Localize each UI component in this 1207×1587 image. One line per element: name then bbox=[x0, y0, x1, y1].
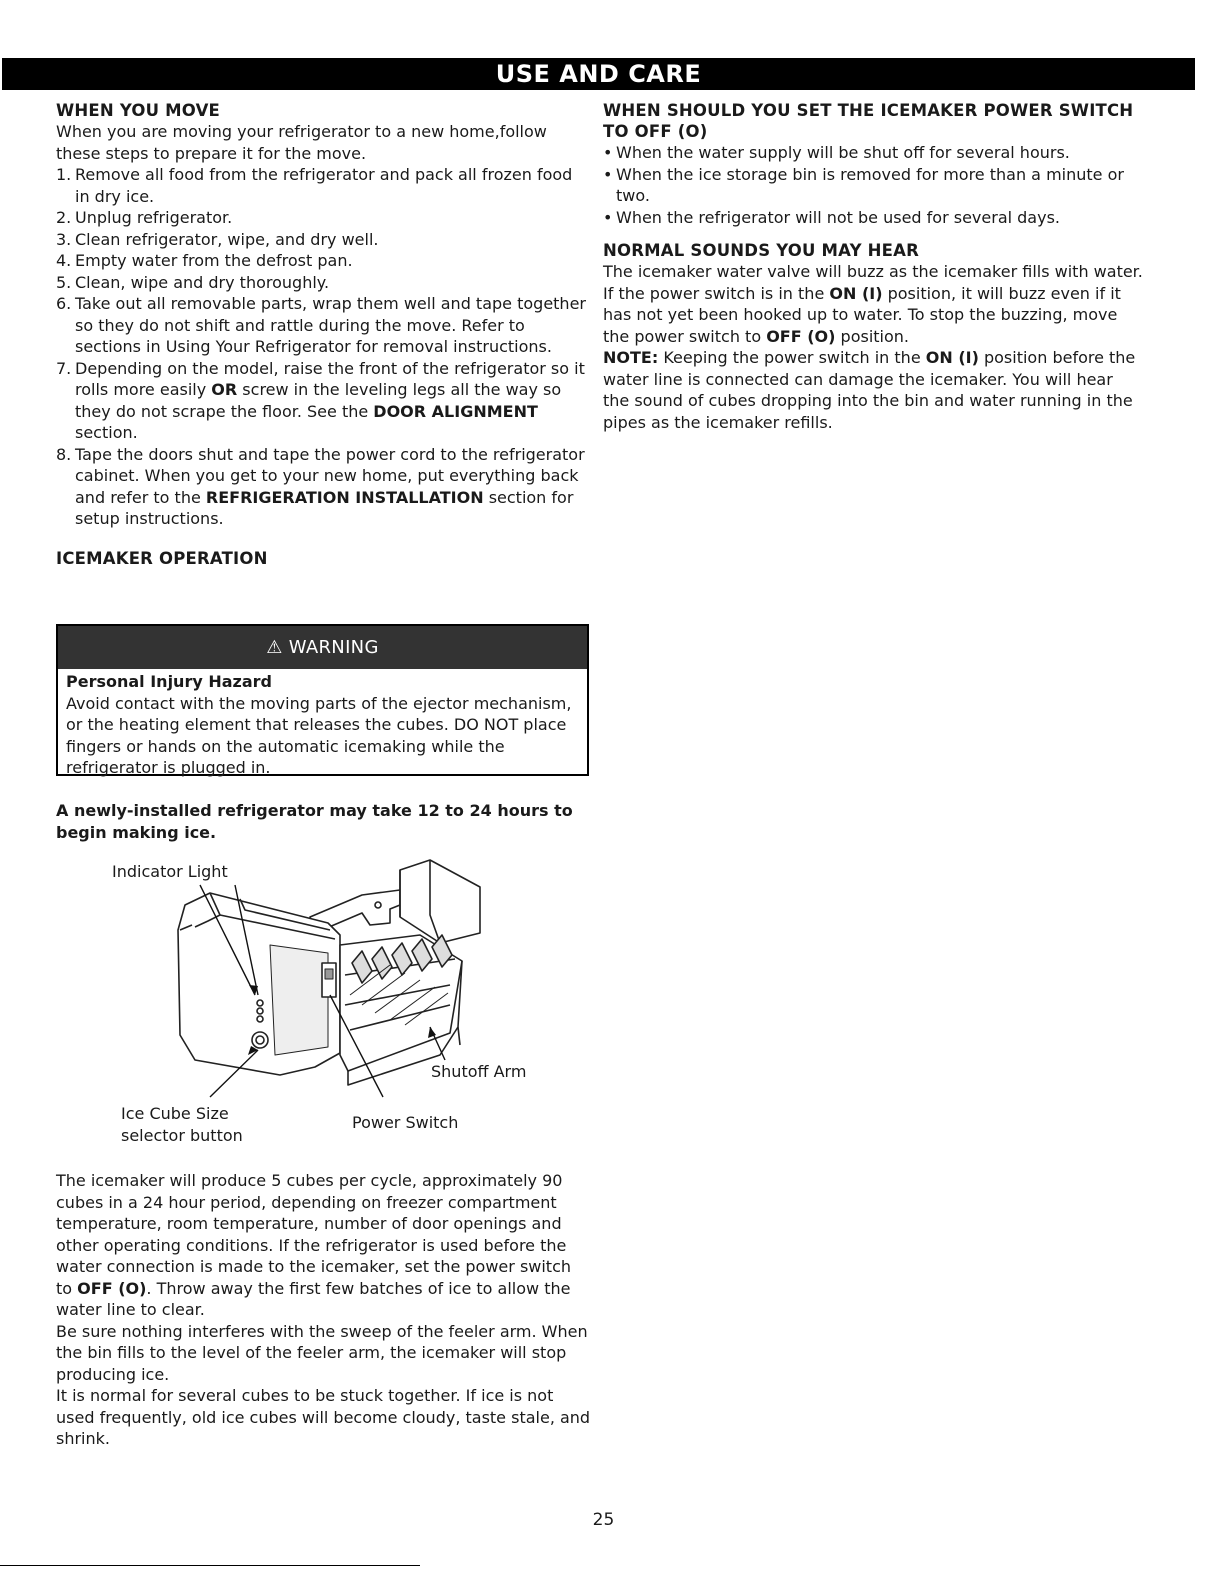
right-column bbox=[603, 100, 1143, 433]
step-text: Tape the doors shut and tape the power cord to the refrigerator cabinet. When you get to your new home, put everything back and refer to the bbox=[75, 444, 585, 507]
warning-body bbox=[58, 669, 587, 779]
step-text: Take out all removable parts, wrap them well and tape together so they do not shift and rattle during the move. Refer to sections in Using Your Refrigerator for removal instructions. bbox=[75, 294, 586, 356]
production-paragraph bbox=[56, 1170, 591, 1321]
step-text: screw in the leveling legs all the way so they do not scrape the floor. See the bbox=[75, 380, 562, 421]
stuck-cubes-paragraph: It is normal for several cubes to be stuck together. If ice is not used frequently, old ice cubes will become cloudy, taste stale, and shrink. bbox=[56, 1386, 591, 1448]
door-alignment-reference: DOOR ALIGNMENT bbox=[373, 401, 538, 421]
list-item bbox=[56, 444, 591, 530]
step-number: 7. bbox=[56, 358, 72, 378]
normal-sounds-paragraph: The icemaker water valve will buzz as the icemaker fills with water. If the power switch is in the ON (I) position, it will buzz even if it has not yet been hooked up to water. To stop the buzzing, move the power switch to OFF (O) position. bbox=[603, 262, 1143, 346]
ice-cube-size-label: Ice Cube Size bbox=[121, 1104, 229, 1123]
list-item bbox=[56, 272, 591, 294]
feeler-arm-paragraph: Be sure nothing interferes with the sweep of the feeler arm. When the bin fills to the level of the feeler arm, the icemaker will stop producing ice. bbox=[56, 1321, 588, 1384]
list-item bbox=[56, 164, 591, 207]
move-steps-list bbox=[56, 164, 591, 530]
step-number: 6. bbox=[56, 294, 72, 313]
newly-installed-note bbox=[56, 800, 576, 843]
list-item bbox=[56, 358, 591, 444]
step-text: section. bbox=[75, 423, 138, 442]
when-you-move-heading: WHEN YOU MOVE bbox=[56, 101, 221, 120]
power-switch-off-heading: WHEN SHOULD YOU SET THE ICEMAKER POWER SWITCH TO OFF (O) bbox=[603, 101, 1134, 141]
off-emphasis: OFF (O) bbox=[766, 326, 836, 346]
warning-text: Avoid contact with the moving parts of the ejector mechanism, or the heating element that releases the cubes. DO NOT place fingers or hands on the automatic icemaking while the refrigerator is plugged in. bbox=[66, 693, 572, 777]
hazard-title: Personal Injury Hazard bbox=[66, 672, 272, 691]
on-emphasis: ON (I) bbox=[829, 283, 883, 303]
refrigeration-installation-reference: REFRIGERATION INSTALLATION bbox=[205, 487, 484, 507]
step-number: 3. bbox=[56, 229, 72, 249]
normal-sounds-note: NOTE: Keeping the power switch in the ON (I) position before the water line is connected can damage the icemaker. You will hear the sound of cubes dropping into the bin and water running in the pipes as the icemaker refills. bbox=[603, 348, 1136, 432]
step-text: Unplug refrigerator. bbox=[75, 208, 233, 227]
list-item bbox=[56, 293, 591, 358]
step-text: section for setup instructions. bbox=[75, 487, 574, 528]
warning-triangle-icon: ⚠ bbox=[266, 637, 283, 658]
newly-installed-text: A newly-installed refrigerator may take 12 to 24 hours to begin making ice. bbox=[56, 801, 573, 842]
power-switch-off-list bbox=[603, 142, 1143, 228]
step-number: 8. bbox=[56, 444, 72, 464]
list-item: • When the ice storage bin is removed for more than a minute or two. bbox=[603, 164, 1143, 207]
note-label: NOTE: bbox=[603, 348, 659, 367]
section-header: USE AND CARE bbox=[2, 58, 1195, 90]
list-item bbox=[56, 250, 591, 272]
step-text: Depending on the model, raise the front of the refrigerator so it rolls more easily bbox=[75, 358, 585, 399]
step-emphasis: OR bbox=[211, 380, 238, 399]
warning-title: WARNING bbox=[288, 637, 379, 658]
list-item bbox=[56, 229, 591, 251]
step-text: Remove all food from the refrigerator and pack all frozen food in dry ice. bbox=[75, 165, 573, 206]
list-item: • When the water supply will be shut off for several hours. bbox=[603, 142, 1143, 164]
step-text: Clean refrigerator, wipe, and dry well. bbox=[75, 229, 379, 249]
icemaker-production-section bbox=[56, 1170, 591, 1450]
production-text-cont: . Throw away the first few batches of ice to allow the water line to clear. bbox=[56, 1278, 571, 1319]
warning-box bbox=[56, 624, 589, 776]
when-you-move-intro: When you are moving your refrigerator to a new home,follow these steps to prepare it for the move. bbox=[56, 122, 547, 163]
power-switch-label: Power Switch bbox=[352, 1113, 459, 1132]
warning-header bbox=[58, 626, 587, 669]
on-emphasis: ON (I) bbox=[925, 348, 979, 367]
step-text: Empty water from the defrost pan. bbox=[75, 251, 353, 270]
icemaker-operation-heading: ICEMAKER OPERATION bbox=[56, 548, 268, 568]
production-text: The icemaker will produce 5 cubes per cycle, approximately 90 cubes in a 24 hour period, depending on freezer compartment temperature, room temperature, number of door openings and other operating conditions. If the refrigerator is used before the water connection is made to the icemaker, set the power switch to bbox=[56, 1171, 572, 1298]
indicator-light-label: Indicator Light bbox=[112, 862, 228, 881]
step-text: Clean, wipe and dry thoroughly. bbox=[75, 272, 330, 292]
step-number: 2. bbox=[56, 208, 72, 227]
page-number: 25 bbox=[592, 1510, 615, 1530]
footer-rule bbox=[0, 1565, 420, 1566]
ice-cube-size-label-line2: selector button bbox=[121, 1126, 243, 1145]
list-item bbox=[56, 207, 591, 229]
left-column bbox=[56, 100, 591, 569]
off-emphasis: OFF (O) bbox=[77, 1278, 147, 1298]
step-number: 1. bbox=[56, 165, 72, 184]
step-number: 4. bbox=[56, 251, 72, 270]
list-item: • When the refrigerator will not be used for several days. bbox=[603, 207, 1143, 229]
normal-sounds-heading: NORMAL SOUNDS YOU MAY HEAR bbox=[603, 241, 920, 260]
step-number: 5. bbox=[56, 272, 72, 292]
icemaker-diagram bbox=[100, 855, 570, 1155]
shutoff-arm-label: Shutoff Arm bbox=[431, 1062, 527, 1081]
